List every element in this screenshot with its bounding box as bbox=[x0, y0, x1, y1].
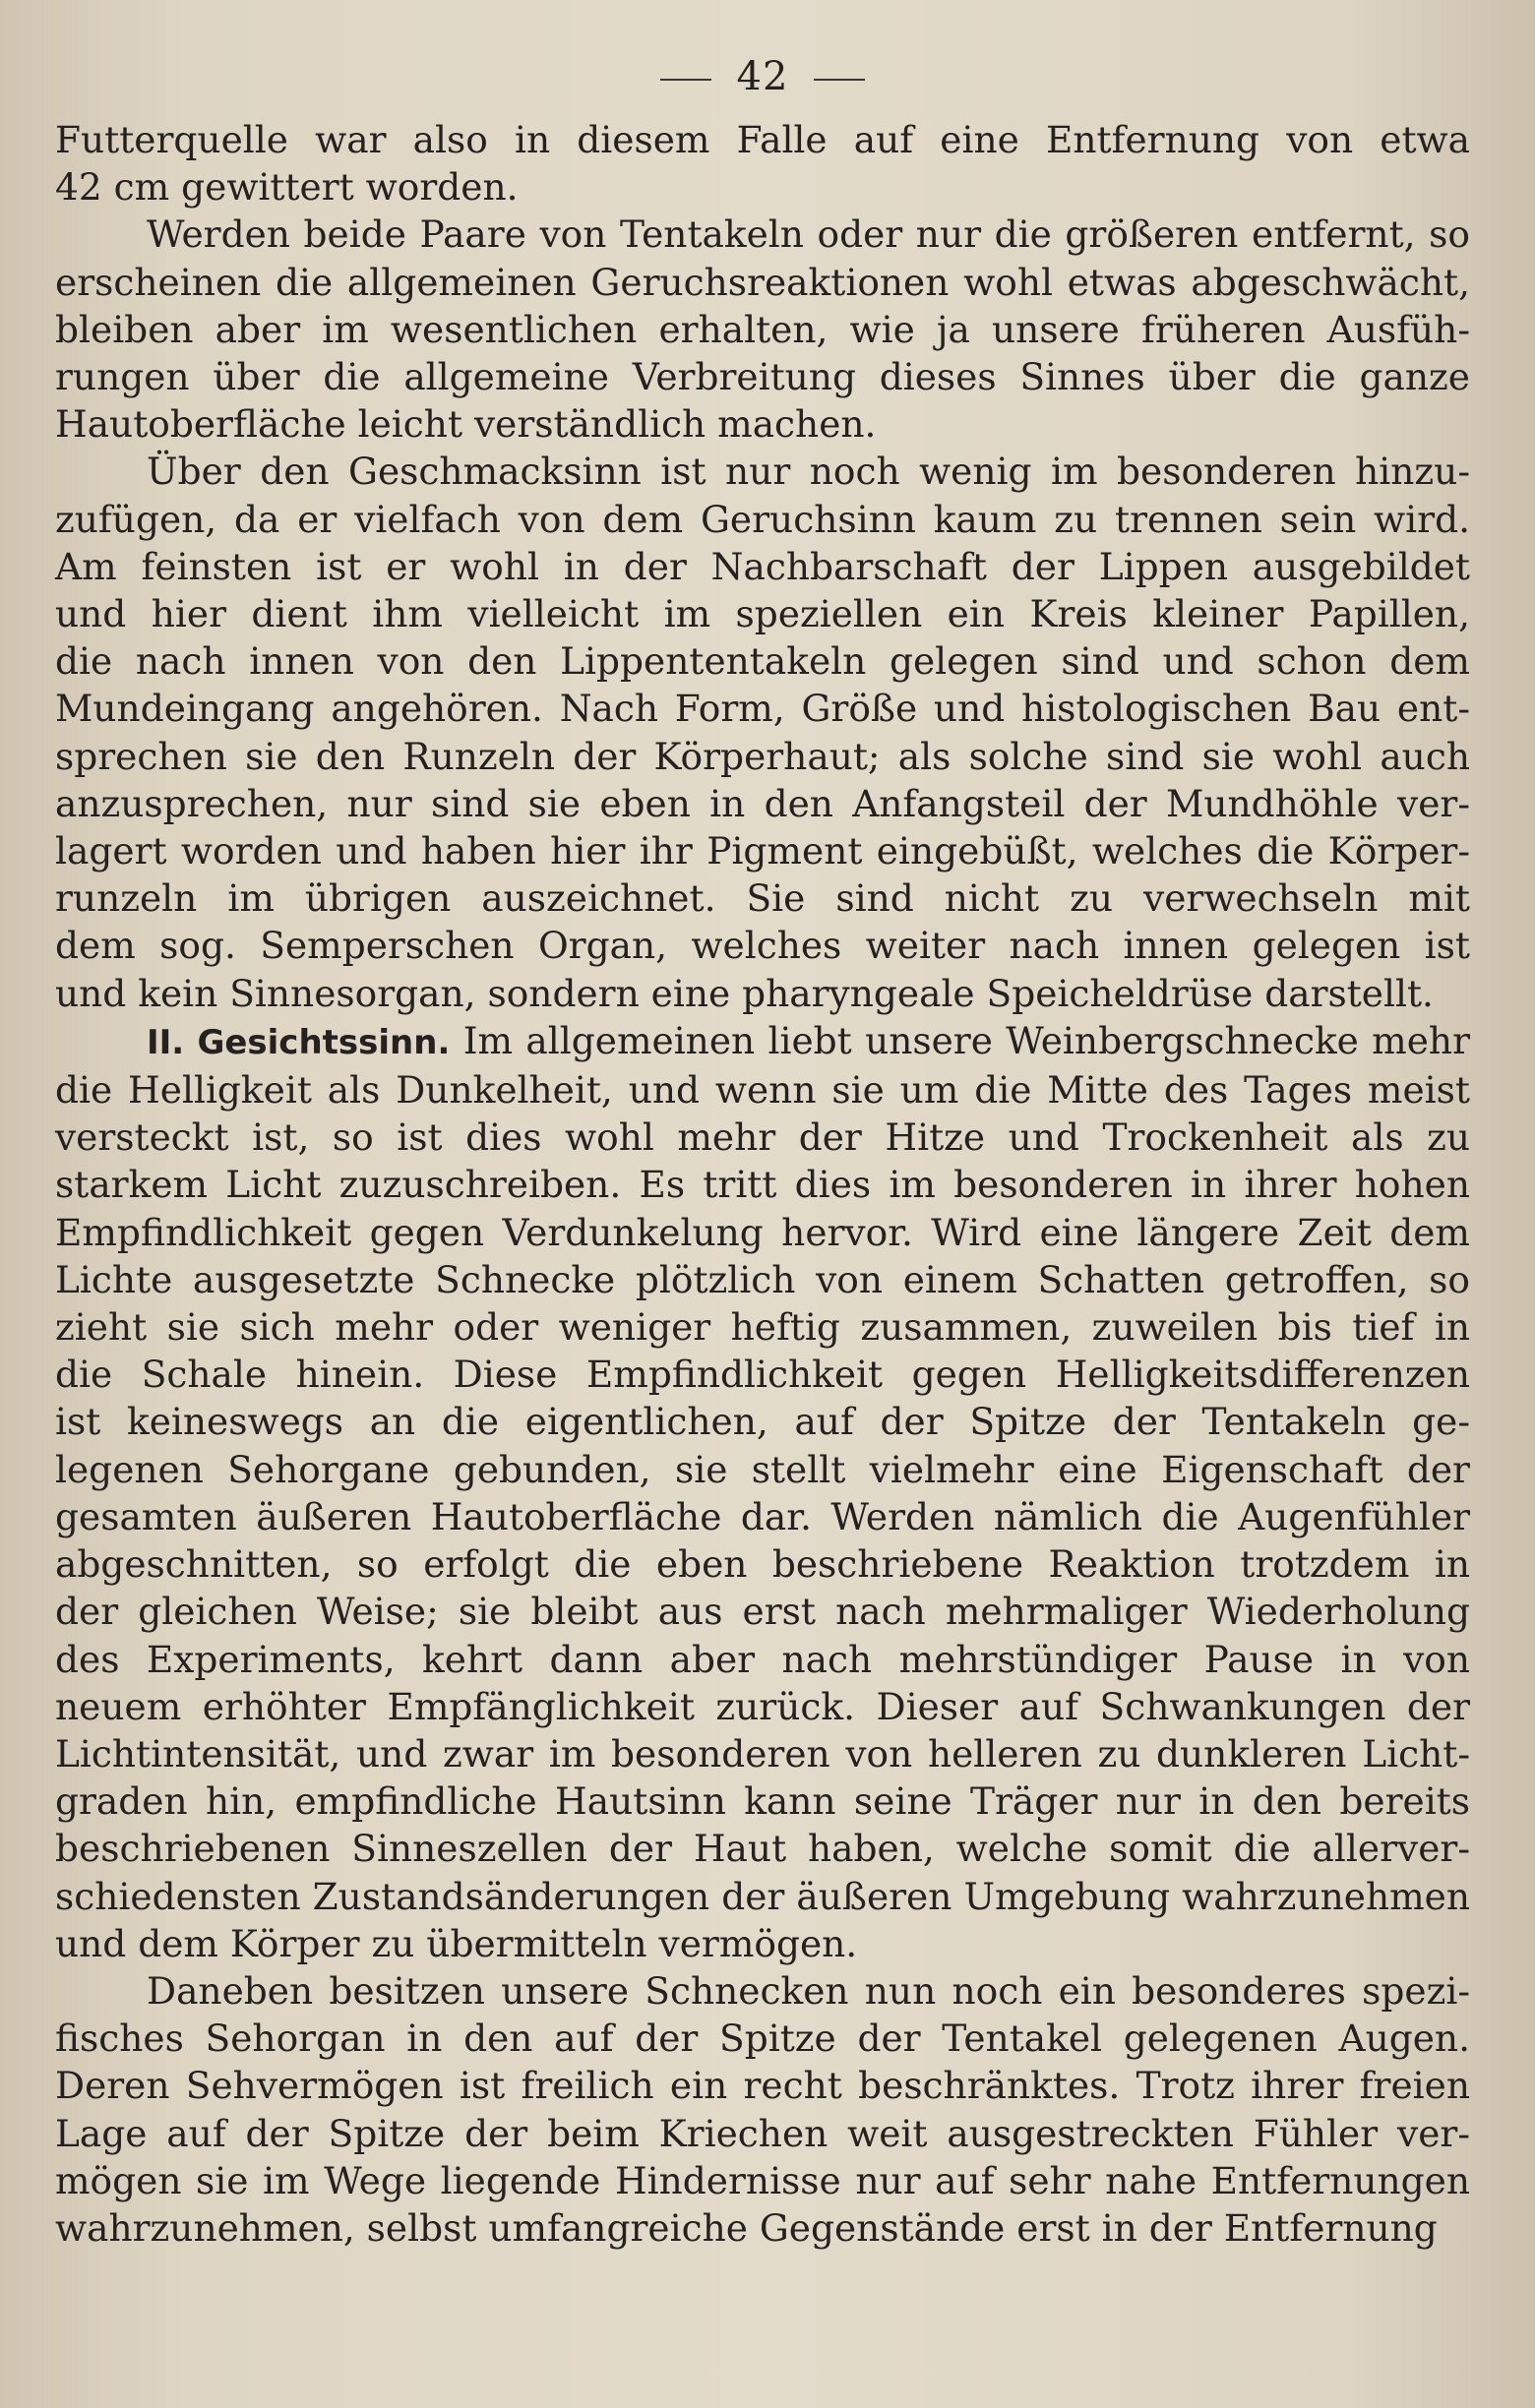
text-line: Empfindlichkeit gegen Verdunkelung hervor. Wird eine längere Zeit dem bbox=[55, 1210, 1470, 1254]
book-page bbox=[55, 45, 1470, 2367]
text-line: Mundeingang angehören. Nach Form, Größe und histologischen Bau ent- bbox=[55, 687, 1470, 731]
text-line: legenen Sehorgane gebunden, sie stellt vielmehr eine Eigenschaft der bbox=[55, 1447, 1470, 1491]
text-line: Deren Sehvermögen ist freilich ein recht beschränktes. Trotz ihrer freien bbox=[55, 2064, 1470, 2108]
text-line: bleiben aber im wesentlichen erhalten, wie ja unsere früheren Ausfüh- bbox=[55, 307, 1470, 351]
paragraph bbox=[55, 448, 1470, 1016]
section-heading: II. Gesichtssinn. bbox=[147, 1022, 451, 1062]
text-line: wahrzunehmen, selbst umfangreiche Gegenstände erst in der Entfernung bbox=[55, 2205, 1438, 2250]
text-line: mögen sie im Wege liegende Hindernisse nur auf sehr nahe Entfernungen bbox=[55, 2158, 1470, 2202]
text-line: lagert worden und haben hier ihr Pigment eingebüßt, welches die Körper- bbox=[55, 829, 1470, 873]
text-line: gesamten äußeren Hautoberfläche dar. Werden nämlich die Augenfühler bbox=[55, 1494, 1470, 1538]
text-line: erscheinen die allgemeinen Geruchsreaktionen wohl etwas abgeschwächt, bbox=[55, 260, 1470, 304]
text-line: und kein Sinnesorgan, sondern eine pharyngeale Speicheldrüse darstellt. bbox=[55, 971, 1434, 1015]
text-line: rungen über die allgemeine Verbreitung dieses Sinnes über die ganze bbox=[55, 355, 1470, 399]
text-line: dem sog. Semperschen Organ, welches weiter nach innen gelegen ist bbox=[55, 924, 1470, 968]
paragraph bbox=[55, 116, 1470, 211]
text-line: starkem Licht zuzuschreiben. Es tritt dies im besonderen in ihrer hohen bbox=[55, 1163, 1470, 1207]
text-line: runzeln im übrigen auszeichnet. Sie sind nicht zu verwechseln mit bbox=[55, 876, 1470, 921]
text-line: Futterquelle war also in diesem Falle auf eine Entfernung von etwa bbox=[55, 118, 1470, 161]
text-line: versteckt ist, so ist dies wohl mehr der Hitze und Trockenheit als zu bbox=[55, 1115, 1470, 1160]
text-line: neuem erhöhter Empfänglichkeit zurück. Dieser auf Schwankungen der bbox=[55, 1684, 1470, 1728]
text-line: und hier dient ihm vielleicht im speziellen ein Kreis kleiner Papillen, bbox=[55, 592, 1470, 636]
text-line: zieht sie sich mehr oder weniger heftig zusammen, zuweilen bis tief in bbox=[55, 1305, 1470, 1350]
text-line: des Experiments, kehrt dann aber nach mehrstündiger Pause in von bbox=[55, 1637, 1470, 1681]
paragraph bbox=[55, 1017, 1470, 1967]
text-line: anzusprechen, nur sind sie eben in den Anfangsteil der Mundhöhle ver- bbox=[55, 781, 1470, 825]
page-number: 42 bbox=[736, 54, 789, 99]
text-line: und dem Körper zu übermitteln vermögen. bbox=[55, 1921, 858, 1965]
header-dash-right bbox=[814, 79, 865, 81]
text-line: Werden beide Paare von Tentakeln oder nur die größeren entfernt, so bbox=[147, 212, 1470, 257]
text-line: sprechen sie den Runzeln der Körperhaut; als solche sind sie wohl auch bbox=[55, 734, 1470, 778]
text-line: Am feinsten ist er wohl in der Nachbarschaft der Lippen ausgebildet bbox=[55, 544, 1470, 588]
text-line: Daneben besitzen unsere Schnecken nun noch ein besonderes spezi- bbox=[147, 1968, 1470, 2013]
text-line: Lage auf der Spitze der beim Kriechen weit ausgestreckten Fühler ver- bbox=[55, 2111, 1470, 2155]
text-line: beschriebenen Sinneszellen der Haut haben, welche somit die allerver- bbox=[55, 1827, 1470, 1871]
text-line: Hautoberfläche leicht verständlich machen. bbox=[55, 402, 877, 447]
text-line: die Schale hinein. Diese Empfindlichkeit gegen Helligkeitsdifferenzen bbox=[55, 1353, 1470, 1397]
text-line: der gleichen Weise; sie bleibt aus erst nach mehrmaliger Wiederholung bbox=[55, 1590, 1470, 1634]
text-line bbox=[55, 1017, 1470, 1066]
text-line: ist keineswegs an die eigentlichen, auf der Spitze der Tentakeln ge- bbox=[55, 1400, 1470, 1444]
text-line: fisches Sehorgan in den auf der Spitze der Tentakel gelegenen Augen. bbox=[55, 2017, 1470, 2061]
text-line: schiedensten Zustandsänderungen der äußeren Umgebung wahrzunehmen bbox=[55, 1874, 1470, 1918]
text-line: Lichtintensität, und zwar im besonderen von helleren zu dunkleren Licht- bbox=[55, 1731, 1470, 1776]
text-line: 42 cm gewittert worden. bbox=[55, 165, 519, 210]
text-line: die Helligkeit als Dunkelheit, und wenn sie um die Mitte des Tages meist bbox=[55, 1068, 1470, 1113]
text-line: abgeschnitten, so erfolgt die eben beschriebene Reaktion trotzdem in bbox=[55, 1542, 1470, 1587]
page-header bbox=[55, 45, 1470, 108]
line-text: Im allgemeinen liebt unsere Weinbergschnecke mehr bbox=[450, 1018, 1471, 1062]
paragraph bbox=[55, 1967, 1470, 2252]
text-line: die nach innen von den Lippententakeln gelegen sind und schon dem bbox=[55, 639, 1470, 684]
paragraph bbox=[55, 211, 1470, 448]
text-line: graden hin, empfindliche Hautsinn kann seine Träger nur in den bereits bbox=[55, 1779, 1470, 1824]
header-dash-left bbox=[660, 79, 711, 81]
body-text bbox=[55, 116, 1470, 2252]
text-line: zufügen, da er vielfach von dem Geruchsinn kaum zu trennen sein wird. bbox=[55, 497, 1470, 541]
text-line: Über den Geschmacksinn ist nur noch wenig im besonderen hinzu- bbox=[147, 450, 1470, 494]
text-line: Lichte ausgesetzte Schnecke plötzlich von einem Schatten getroffen, so bbox=[55, 1257, 1470, 1301]
